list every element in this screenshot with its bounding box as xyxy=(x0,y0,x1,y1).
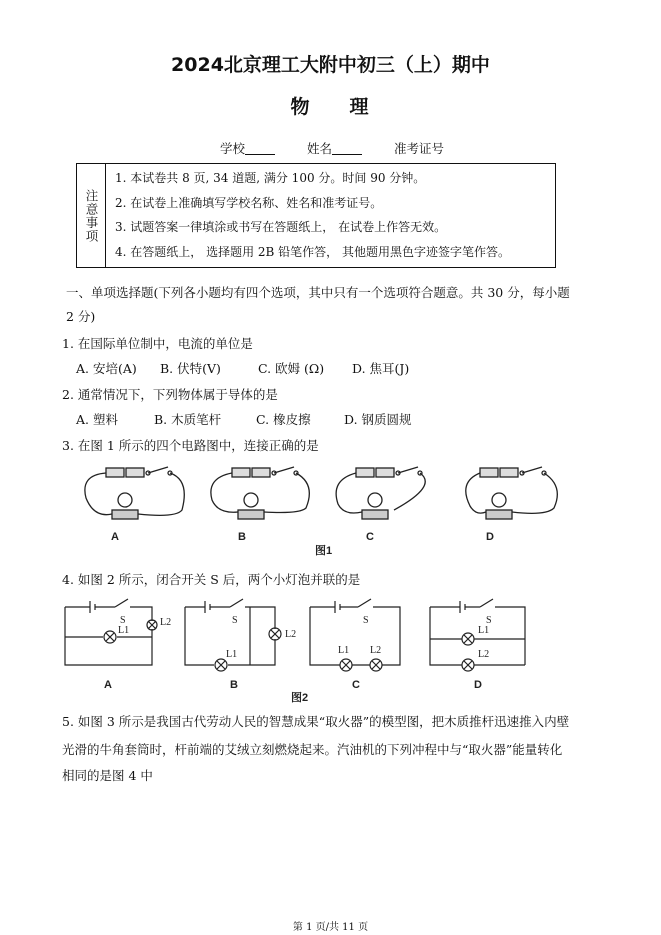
lamp-label-l2: L2 xyxy=(285,629,297,640)
notice-list xyxy=(115,167,510,265)
circuit-2a xyxy=(65,599,157,665)
lamp-label-l1: L1 xyxy=(226,649,238,660)
page-footer: 第 1 页/共 11 页 xyxy=(292,922,369,933)
figure-2-label-a: A xyxy=(104,679,112,691)
figure-2 xyxy=(60,595,540,705)
lamp-label-l1: L1 xyxy=(478,625,490,636)
option-a: A. 塑料 xyxy=(76,412,118,427)
subject-char-1: 物 xyxy=(290,96,312,118)
option-a: A. 安培(A) xyxy=(76,361,137,376)
option-d: D. 焦耳(J) xyxy=(352,361,410,376)
figure-1-label-a: A xyxy=(111,531,119,543)
option-d: D. 钢质圆规 xyxy=(344,412,412,427)
lamp-label-l2: L2 xyxy=(370,645,382,656)
option-c: C. 欧姆 (Ω) xyxy=(258,361,325,376)
exam-no-label: 准考证号 xyxy=(394,141,445,156)
subject-title xyxy=(0,92,661,119)
notice-item: 3. 试题答案一律填涂或书写在答题纸上， 在试卷上作答无效。 xyxy=(115,220,447,234)
option-b: B. 伏特(V) xyxy=(160,361,221,376)
figure-1-label-c: C xyxy=(366,531,374,543)
name-blank xyxy=(332,154,362,155)
notice-label: 注意事项 xyxy=(84,188,99,243)
notice-item: 2. 在试卷上准确填写学校名称、姓名和准考证号。 xyxy=(115,195,383,210)
notice-box xyxy=(76,163,556,268)
circuit-1d xyxy=(466,467,558,519)
figure-1 xyxy=(72,460,572,560)
subject-char-2: 理 xyxy=(349,96,371,118)
lamp-label-l2: L2 xyxy=(478,649,490,660)
circuit-1a xyxy=(85,467,184,519)
lamp-label-l1: L1 xyxy=(118,625,130,636)
switch-label: S xyxy=(486,615,492,626)
question-5-line3: 相同的是图 4 中 xyxy=(62,768,153,783)
circuit-2c xyxy=(310,599,400,671)
question-2-options xyxy=(76,410,412,428)
circuit-2b xyxy=(185,599,281,671)
circuit-1c xyxy=(336,467,425,519)
question-1-options xyxy=(76,359,409,377)
figure-2-label-c: C xyxy=(352,679,360,691)
figure-1-caption: 图1 xyxy=(315,545,333,557)
switch-label: S xyxy=(363,615,369,626)
question-2-stem: 2. 通常情况下，下列物体属于导体的是 xyxy=(62,387,278,402)
figure-2-caption: 图2 xyxy=(291,692,309,704)
notice-item: 1. 本试卷共 8 页, 34 道题, 满分 100 分。时间 90 分钟。 xyxy=(115,171,426,185)
lamp-label-l1: L1 xyxy=(338,645,350,656)
name-label: 姓名 xyxy=(307,141,333,156)
figure-1-label-b: B xyxy=(238,531,246,543)
section-heading-line1: 一、单项选择题(下列各小题均有四个选项，其中只有一个选项符合题意。共 30 分，每小题 xyxy=(66,285,570,300)
question-5-line1: 5. 如图 3 所示是我国古代劳动人民的智慧成果“取火器”的模型图，把木质推杆迅速推入内壁 xyxy=(62,714,570,729)
figure-1-svg xyxy=(72,460,572,560)
question-3-stem: 3. 在图 1 所示的四个电路图中，连接正确的是 xyxy=(62,438,319,453)
figure-1-label-d: D xyxy=(486,531,494,543)
lamp-label-l2: L2 xyxy=(160,617,172,628)
option-b: B. 木质笔杆 xyxy=(154,412,222,427)
figure-2-svg xyxy=(60,595,540,705)
figure-2-label-d: D xyxy=(474,679,482,691)
question-1-stem: 1. 在国际单位制中，电流的单位是 xyxy=(62,336,253,351)
option-c: C. 橡皮擦 xyxy=(256,412,311,427)
circuit-1b xyxy=(211,467,309,519)
question-5-line2: 光滑的牛角套筒时，杆前端的艾绒立刻燃烧起来。汽油机的下列冲程中与“取火器”能量转化 xyxy=(62,742,563,757)
student-info-line xyxy=(220,139,472,157)
school-label: 学校 xyxy=(220,141,246,156)
school-blank xyxy=(245,154,275,155)
switch-label: S xyxy=(232,615,238,626)
figure-2-label-b: B xyxy=(230,679,238,691)
section-heading-line2: 2 分) xyxy=(66,309,96,324)
notice-item: 4. 在答题纸上， 选择题用 2B 铅笔作答， 其他题用黑色字迹签字笔作答。 xyxy=(115,244,510,259)
question-4-stem: 4. 如图 2 所示，闭合开关 S 后，两个小灯泡并联的是 xyxy=(62,572,361,587)
switch-label: S xyxy=(120,615,126,626)
exam-title: 2024北京理工大附中初三（上）期中 xyxy=(171,54,490,76)
notice-label-cell xyxy=(77,164,106,267)
